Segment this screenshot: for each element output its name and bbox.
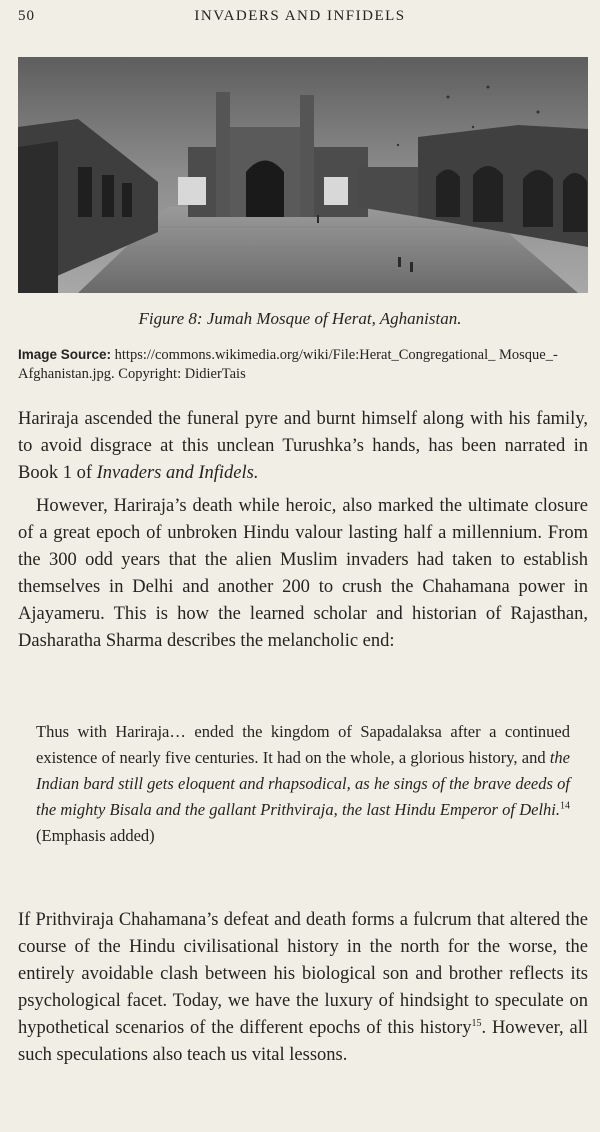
paragraph-3-text-end: . However, all such speculations also teach us vital lessons. xyxy=(18,1018,588,1065)
paragraph-2: However, Hariraja’s death while heroic, also marked the ultimate closure of a great epoch of unbroken Hindu valour lasting half a millennium. From the 300 odd years that the alien Muslim invaders had taken to establish themselves in Delhi and another 200 to crush the Chahamana power in Ajayameru. This is how the learned scholar and historian of Rajasthan, Dasharatha Sharma describes the melancholic end: xyxy=(18,496,588,651)
running-title: INVADERS AND INFIDELS xyxy=(194,8,406,24)
image-source-label: Image Source: xyxy=(18,347,112,362)
footnote-15: 15 xyxy=(471,1017,482,1029)
quote-text-start: Thus with Hariraja… ended the kingdom of Sapadalaksa after a continued existence of nearly five centuries. It had on the whole, a glorious history, and xyxy=(36,722,570,767)
figure-caption: Figure 8: Jumah Mosque of Herat, Aghanistan. xyxy=(138,309,462,328)
footnote-14: 14 xyxy=(560,800,570,812)
image-source-text: https://commons.wikimedia.org/wiki/File:Herat_Congregational_ Mosque_-Afghanistan.jpg. Copyright: DidierTais xyxy=(18,347,558,382)
paragraph-3-text: If Prithviraja Chahamana’s defeat and death forms a fulcrum that altered the course of the Hindu civilisational history in the north for the worse, the entirely avoidable clash between his biological son and brother reflects its psychological facet. Today, we have the luxury of hindsight to speculate on hypothetical scenarios of the different epochs of this history xyxy=(18,910,588,1038)
paragraph-1-text: Hariraja ascended the funeral pyre and burnt himself along with his family, to avoid disgrace at this unclean Turushka’s hands, has been narrated in Book 1 of xyxy=(18,409,588,483)
block-quote xyxy=(36,719,570,849)
running-head xyxy=(18,6,582,28)
quote-text-end: (Emphasis added) xyxy=(36,826,155,845)
mosque-photograph xyxy=(18,57,588,293)
paragraph-3 xyxy=(18,907,588,1069)
book-title-italic: Invaders and Infidels. xyxy=(96,463,259,483)
page-number: 50 xyxy=(18,8,35,24)
quote-italic: the Indian bard still gets eloquent and rhapsodical, as he sings of the brave deeds of the mighty Bisala and the gallant Prithviraja, the last Hindu Emperor of Delhi. xyxy=(36,748,570,819)
image-source xyxy=(18,345,582,384)
paragraph-1 xyxy=(18,406,588,487)
